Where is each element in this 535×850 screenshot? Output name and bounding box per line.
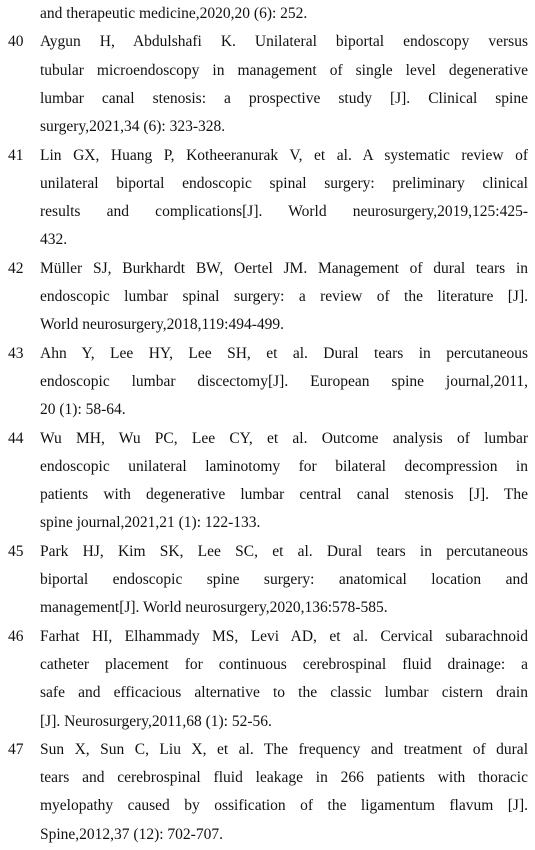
- reference-line: [0, 623, 535, 651]
- reference-text: tears and cerebrospinal fluid leakage in 266 patients with thoracic: [40, 769, 528, 787]
- reference-text: tubular microendoscopy in management of single level degenerative: [40, 61, 528, 79]
- reference-number: 47: [8, 740, 24, 758]
- reference-text: surgery,2021,34 (6): 323-328.: [40, 118, 226, 136]
- reference-number: 41: [8, 146, 24, 164]
- reference-text: 432.: [40, 231, 68, 249]
- reference-line: [0, 679, 535, 707]
- reference-line: [0, 821, 535, 849]
- reference-text: Ahn Y, Lee HY, Lee SH, et al. Dural tears in percutaneous: [40, 344, 528, 362]
- reference-line: [0, 57, 535, 85]
- reference-line: [0, 792, 535, 820]
- reference-number: 42: [8, 259, 24, 277]
- reference-line: [0, 764, 535, 792]
- reference-line: [0, 736, 535, 764]
- reference-text: Farhat HI, Elhammady MS, Levi AD, et al. Cervical subarachnoid: [40, 627, 528, 645]
- reference-text: Aygun H, Abdulshafi K. Unilateral biportal endoscopy versus: [40, 33, 528, 51]
- reference-text: Müller SJ, Burkhardt BW, Oertel JM. Management of dural tears in: [40, 259, 528, 277]
- reference-line: [0, 198, 535, 226]
- reference-line: [0, 311, 535, 339]
- reference-text: [J]. Neurosurgery,2011,68 (1): 52-56.: [40, 712, 272, 730]
- reference-number: 45: [8, 542, 24, 560]
- reference-text: spine journal,2021,21 (1): 122-133.: [40, 514, 261, 532]
- reference-line: [0, 594, 535, 622]
- reference-text: endoscopic lumbar spinal surgery: a review of the literature [J].: [40, 288, 528, 305]
- reference-text: endoscopic lumbar discectomy[J]. European spine journal,2011,: [40, 372, 528, 390]
- reference-line: [0, 396, 535, 424]
- reference-line: [0, 340, 535, 368]
- reference-text: and therapeutic medicine,2020,20 (6): 252.: [40, 5, 308, 22]
- reference-number: 46: [8, 627, 24, 645]
- reference-text: results and complications[J]. World neurosurgery,2019,125:425-: [40, 203, 528, 221]
- reference-text: Wu MH, Wu PC, Lee CY, et al. Outcome analysis of lumbar: [40, 429, 528, 447]
- reference-line: [0, 509, 535, 537]
- reference-text: 20 (1): 58-64.: [40, 401, 126, 419]
- reference-line: [0, 566, 535, 594]
- reference-line: [0, 453, 535, 481]
- reference-text: biportal endoscopic spine surgery: anatomical location and: [40, 571, 528, 588]
- reference-number: 43: [8, 344, 24, 362]
- reference-text: unilateral biportal endoscopic spinal surgery: preliminary clinical: [40, 174, 528, 192]
- reference-text: patients with degenerative lumbar central canal stenosis [J]. The: [40, 486, 528, 504]
- reference-text: Park HJ, Kim SK, Lee SC, et al. Dural tears in percutaneous: [40, 542, 528, 560]
- reference-text: management[J]. World neurosurgery,2020,136:578-585.: [40, 599, 388, 617]
- reference-text: Lin GX, Huang P, Kotheeranurak V, et al. A systematic review of: [40, 146, 528, 164]
- reference-text: safe and efficacious alternative to the classic lumbar cistern drain: [40, 684, 528, 702]
- reference-line: [0, 255, 535, 283]
- reference-text: lumbar canal stenosis: a prospective study [J]. Clinical spine: [40, 89, 528, 107]
- reference-line: [0, 708, 535, 736]
- reference-text: World neurosurgery,2018,119:494-499.: [40, 316, 284, 334]
- reference-text: catheter placement for continuous cerebrospinal fluid drainage: a: [40, 655, 528, 673]
- reference-line: [0, 142, 535, 170]
- reference-number: 40: [8, 33, 24, 51]
- reference-line: [0, 481, 535, 509]
- reference-line: [0, 85, 535, 113]
- reference-line: [0, 226, 535, 254]
- reference-line: [0, 113, 535, 141]
- reference-line: [0, 170, 535, 198]
- reference-number: 44: [8, 429, 24, 447]
- reference-text: Sun X, Sun C, Liu X, et al. The frequency and treatment of dural: [40, 740, 528, 758]
- reference-line: [0, 538, 535, 566]
- reference-line: [0, 28, 535, 56]
- reference-text: Spine,2012,37 (12): 702-707.: [40, 825, 223, 843]
- reference-line: [0, 651, 535, 679]
- reference-text: myelopathy caused by ossification of the ligamentum flavum [J].: [40, 797, 528, 815]
- reference-line: [0, 283, 535, 311]
- reference-line: [0, 0, 535, 28]
- reference-line: [0, 368, 535, 396]
- reference-text: endoscopic unilateral laminotomy for bilateral decompression in: [40, 457, 528, 475]
- reference-line: [0, 425, 535, 453]
